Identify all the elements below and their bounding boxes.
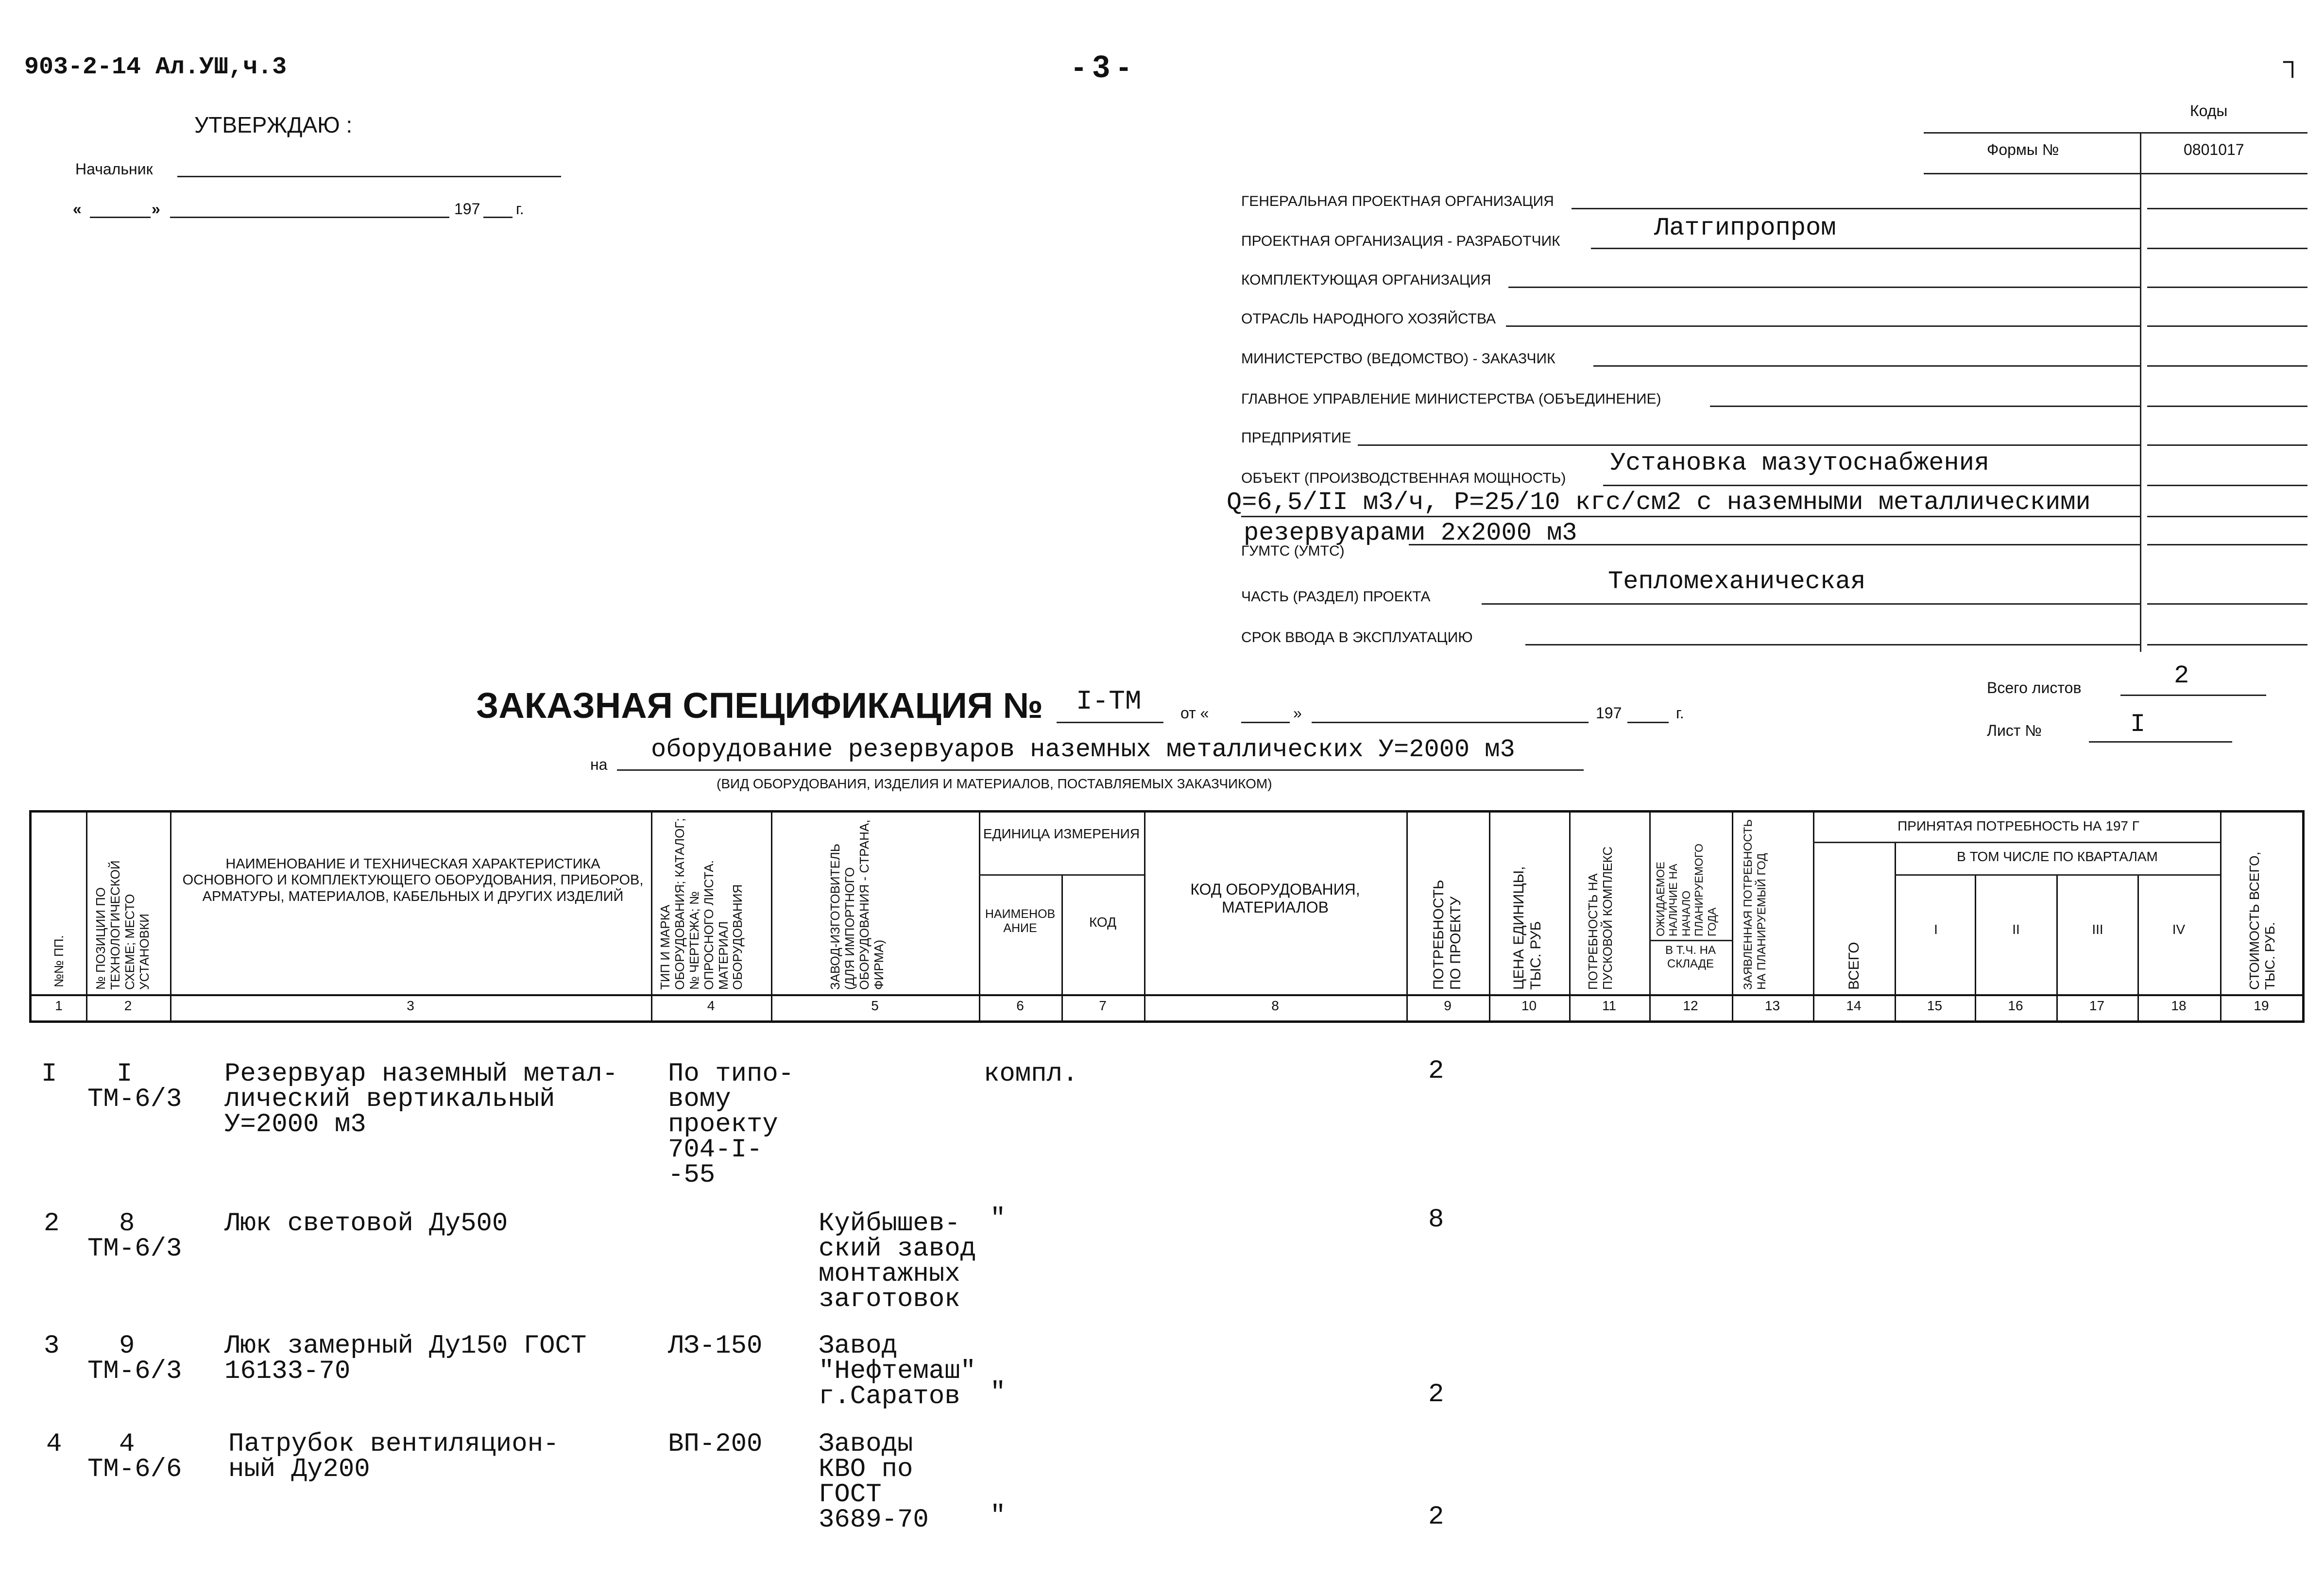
header-col6: НАИМЕНОВАНИЕ [985, 907, 1056, 935]
header-col3: НАИМЕНОВАНИЕ И ТЕХНИЧЕСКАЯ ХАРАКТЕРИСТИКА ОСНОВНОГО И КОМПЛЕКТУЮЩЕГО ОБОРУДОВАНИЯ, ПРИБОРОВ, АРМАТУРЫ, МАТЕРИАЛОВ, КАБЕЛЬНЫХ И ДРУГИХ ИЗДЕЛИЙ [182, 856, 644, 904]
col-divider [1406, 813, 1408, 1020]
spec-month-line [1312, 722, 1589, 723]
spec-year: 197 [1596, 704, 1622, 722]
org-field-label: ГЕНЕРАЛЬНАЯ ПРОЕКТНАЯ ОРГАНИЗАЦИЯ [1241, 193, 1554, 209]
developer-organization-value: Латгипропром [1654, 214, 1836, 242]
codes-divider [2140, 132, 2141, 652]
col-divider [979, 813, 980, 1020]
column-number: 6 [1016, 998, 1024, 1013]
col-divider [1144, 813, 1145, 1020]
col-divider [86, 813, 87, 1020]
row-qty: 8 [1428, 1205, 1444, 1235]
row-position: 8 [119, 1209, 135, 1239]
row-unit: " [990, 1204, 1006, 1234]
col-divider [170, 813, 171, 1020]
row-type: ЛЗ-150 [668, 1331, 763, 1361]
object-value-line3: резервуарами 2х2000 м3 [1244, 519, 1577, 547]
row-position: 9 [119, 1331, 135, 1361]
row-qty: 2 [1428, 1380, 1444, 1409]
code-line [2147, 516, 2307, 517]
row-place: ТМ-6/3 [87, 1234, 182, 1264]
header-accepted: ПРИНЯТАЯ ПОТРЕБНОСТЬ НА 197 Г [1897, 818, 2139, 833]
code-line [2147, 208, 2307, 209]
col-divider [1649, 813, 1651, 1020]
sheet-line [2089, 741, 2232, 743]
row-name: Люк световой Ду500 [224, 1209, 508, 1239]
row-qty: 2 [1428, 1056, 1444, 1086]
col-divider [1895, 842, 1896, 1020]
row-place: ТМ-6/6 [87, 1455, 182, 1484]
col-divider [1569, 813, 1571, 1020]
object-value: Установка мазутоснабжения [1610, 449, 1990, 477]
header-q1: I [1934, 922, 1938, 937]
total-sheets-line [2120, 695, 2266, 696]
org-field-line [1710, 406, 2140, 407]
codes-title: Коды [2190, 102, 2228, 119]
header-col1: №№ ПП. [51, 935, 66, 987]
row-position: I [117, 1059, 133, 1089]
row-type: По типо- вому проекту 704-I- -55 [668, 1059, 794, 1190]
spec-close-quote: » [1293, 704, 1302, 722]
spec-from-label: от « [1180, 704, 1209, 722]
codes-header-line [1924, 173, 2307, 174]
row-unit: " [990, 1378, 1006, 1408]
unit-subheader-line [979, 874, 1144, 876]
spec-subject-line [617, 769, 1584, 771]
org-field-line [1603, 485, 2140, 486]
row-maker: Заводы КВО по ГОСТ 3689-70 [819, 1429, 929, 1535]
org-field-line [1525, 644, 2140, 645]
approve-heading: УТВЕРЖДАЮ : [194, 112, 353, 137]
column-number: 3 [407, 998, 414, 1013]
header-col14: ВСЕГО [1846, 942, 1862, 990]
org-field-label: ОБЪЕКТ (ПРОИЗВОДСТВЕННАЯ МОЩНОСТЬ) [1241, 470, 1566, 486]
header-col12a: ОЖИДАЕМОЕ НАЛИЧИЕ НА НАЧАЛО ПЛАНИРУЕМОГО ГОДА [1654, 844, 1718, 936]
org-field-line [1508, 287, 2140, 288]
header-col8: КОД ОБОРУДОВАНИЯ, МАТЕРИАЛОВ [1190, 881, 1360, 916]
row-name: Резервуар наземный метал- лический вертикальный У=2000 м3 [224, 1059, 618, 1139]
spec-number: I-ТМ [1076, 686, 1142, 717]
org-field-line [1482, 603, 2140, 605]
accepted-subheader-line [1813, 842, 2220, 843]
column-number: 5 [871, 998, 879, 1013]
spec-number-line [1057, 722, 1163, 723]
code-line [2147, 248, 2307, 249]
header-col12b: В Т.Ч. НА СКЛАДЕ [1665, 944, 1716, 970]
header-col11: ПОТРЕБНОСТЬ НА ПУСКОВОЙ КОМПЛЕКС [1586, 846, 1615, 990]
col-divider [771, 813, 772, 1020]
column-number: 19 [2254, 998, 2269, 1013]
row-type: ВП-200 [668, 1429, 763, 1459]
org-field-label: ГЛАВНОЕ УПРАВЛЕНИЕ МИНИСТЕРСТВА (ОБЪЕДИНЕНИЕ) [1241, 391, 1661, 407]
column-number: 14 [1846, 998, 1862, 1013]
header-col10: ЦЕНА ЕДИНИЦЫ, ТЫС. РУБ [1511, 866, 1544, 990]
row-position: 4 [119, 1429, 135, 1459]
quarters-subheader-line [1895, 874, 2220, 876]
spec-day-line [1241, 722, 1290, 723]
spec-na-label: на [590, 756, 608, 773]
date-month-line [170, 217, 449, 218]
code-line [2147, 644, 2307, 645]
page-number: - 3 - [1074, 49, 1129, 84]
date-open-quote: « [73, 200, 82, 218]
col-divider [1813, 813, 1814, 1020]
date-year-label: 197 [454, 200, 480, 218]
row-place: ТМ-6/3 [87, 1085, 182, 1114]
date-day-line [90, 217, 151, 218]
object-value-line2: Q=6,5/II м3/ч, Р=25/10 кгс/см2 с наземными металлическими [1227, 488, 2091, 517]
column-number: 2 [124, 998, 132, 1013]
header-q3: III [2092, 922, 2103, 937]
sheet-label: Лист № [1987, 722, 2042, 739]
row-unit: компл. [984, 1059, 1078, 1089]
column-number: 8 [1271, 998, 1279, 1013]
row-maker: Завод "Нефтемаш" г.Саратов [819, 1331, 976, 1411]
column-number: 18 [2171, 998, 2187, 1013]
column-number: 9 [1444, 998, 1452, 1013]
date-g-label: г. [516, 200, 524, 218]
code-line [2147, 444, 2307, 446]
code-line [2147, 485, 2307, 486]
column-number: 10 [1521, 998, 1537, 1013]
header-q2: II [2012, 922, 2020, 937]
header-col67: ЕДИНИЦА ИЗМЕРЕНИЯ [983, 826, 1140, 841]
column-number: 4 [707, 998, 715, 1013]
spec-subject: оборудование резервуаров наземных металлических У=2000 м3 [651, 735, 1515, 764]
row-name: Люк замерный Ду150 ГОСТ 16133-70 [224, 1331, 587, 1386]
column-number: 1 [55, 998, 63, 1013]
row-qty: 2 [1428, 1502, 1444, 1532]
col-divider [1489, 813, 1490, 1020]
code-line [2147, 406, 2307, 407]
form-number-label: Формы № [1987, 141, 2059, 158]
org-field-line [1591, 248, 2140, 249]
org-field-label: СРОК ВВОДА В ЭКСПЛУАТАЦИЮ [1241, 629, 1473, 645]
header-col4: ТИП И МАРКА ОБОРУДОВАНИЯ; КАТАЛОГ; № ЧЕРТЕЖА; № ОПРОСНОГО ЛИСТА. МАТЕРИАЛ ОБОРУДОВАНИЯ [658, 818, 745, 990]
row-unit: " [990, 1501, 1006, 1531]
org-field-label: МИНИСТЕРСТВО (ВЕДОМСТВО) - ЗАКАЗЧИК [1241, 351, 1555, 367]
col-divider [651, 813, 652, 1020]
org-field-line [1506, 325, 2140, 327]
col-divider [2220, 813, 2221, 1020]
row-name: Патрубок вентиляцион- ный Ду200 [228, 1429, 559, 1484]
column-number: 17 [2089, 998, 2105, 1013]
code-line [2147, 287, 2307, 288]
header-col5: ЗАВОД-ИЗГОТОВИТЕЛЬ (ДЛЯ ИМПОРТНОГО ОБОРУДОВАНИЯ - СТРАНА, ФИРМА) [828, 819, 886, 990]
codes-top-line [1924, 132, 2307, 134]
spec-title: ЗАКАЗНАЯ СПЕЦИФИКАЦИЯ № [476, 685, 1043, 726]
header-q4: IV [2172, 922, 2186, 937]
col-divider [1732, 813, 1733, 1020]
column-number: 16 [2008, 998, 2023, 1013]
org-field-label: ГУМТС (УМТС) [1241, 543, 1345, 559]
org-field-line [1241, 516, 2140, 517]
code-line [2147, 325, 2307, 327]
code-line [2147, 603, 2307, 605]
org-field-label: ПРОЕКТНАЯ ОРГАНИЗАЦИЯ - РАЗРАБОТЧИК [1241, 233, 1560, 249]
column-number: 13 [1764, 998, 1780, 1013]
code-line [2147, 365, 2307, 367]
spec-subject-note: (ВИД ОБОРУДОВАНИЯ, ИЗДЕЛИЯ И МАТЕРИАЛОВ, ПОСТАВЛЯЕМЫХ ЗАКАЗЧИКОМ) [717, 776, 1272, 791]
org-field-line [1572, 208, 2140, 209]
stock-subheader-line [1649, 940, 1732, 941]
column-number: 12 [1683, 998, 1698, 1013]
date-close-quote: » [152, 200, 160, 218]
chief-signature-line [177, 176, 561, 177]
row-number: 3 [44, 1331, 60, 1361]
total-sheets-value: 2 [2174, 662, 2189, 690]
header-col13: ЗАЯВЛЕННАЯ ПОТРЕБНОСТЬ НА ПЛАНИРУЕМЫЙ ГОД [1742, 819, 1768, 990]
org-field-label: ОТРАСЛЬ НАРОДНОГО ХОЗЯЙСТВА [1241, 311, 1496, 327]
header-col2: № ПОЗИЦИИ ПО ТЕХНОЛОГИЧЕСКОЙ СХЕМЕ; МЕСТО УСТАНОВКИ [93, 860, 152, 990]
org-field-label: КОМПЛЕКТУЮЩАЯ ОРГАНИЗАЦИЯ [1241, 272, 1491, 288]
corner-mark: ┐ [2283, 47, 2302, 76]
header-col7: КОД [1089, 915, 1117, 930]
org-field-line [1593, 365, 2140, 367]
chief-label: Начальник [75, 160, 153, 178]
form-number-value: 0801017 [2184, 141, 2244, 158]
org-field-line [1358, 444, 2140, 446]
project-part-value: Тепломеханическая [1608, 567, 1866, 596]
row-place: ТМ-6/3 [87, 1357, 182, 1386]
spec-g: г. [1676, 704, 1684, 722]
row-number: 2 [44, 1209, 60, 1239]
org-field-line [1409, 544, 2140, 545]
code-line [2147, 544, 2307, 545]
org-field-label: ПРЕДПРИЯТИЕ [1241, 430, 1351, 446]
row-number: 4 [46, 1429, 62, 1459]
org-field-label: ЧАСТЬ (РАЗДЕЛ) ПРОЕКТА [1241, 589, 1431, 605]
header-col9: ПОТРЕБНОСТЬ ПО ПРОЕКТУ [1431, 880, 1464, 990]
spec-year-line [1627, 722, 1669, 723]
column-number: 15 [1927, 998, 1943, 1013]
sheet-value: I [2130, 710, 2146, 739]
document-reference: 903-2-14 Ал.УШ,ч.3 [24, 53, 287, 81]
date-year-line [483, 217, 513, 218]
header-quarters: В ТОМ ЧИСЛЕ ПО КВАРТАЛАМ [1957, 849, 2158, 864]
spec-table-header [29, 810, 2305, 1023]
header-numbers-line [32, 994, 2302, 996]
row-number: I [41, 1059, 57, 1089]
column-number: 11 [1602, 998, 1617, 1013]
header-col19: СТОИМОСТЬ ВСЕГО, ТЫС. РУБ. [2247, 851, 2278, 990]
total-sheets-label: Всего листов [1987, 679, 2082, 696]
column-number: 7 [1099, 998, 1107, 1013]
row-maker: Куйбышев- ский завод монтажных заготовок [819, 1209, 976, 1314]
